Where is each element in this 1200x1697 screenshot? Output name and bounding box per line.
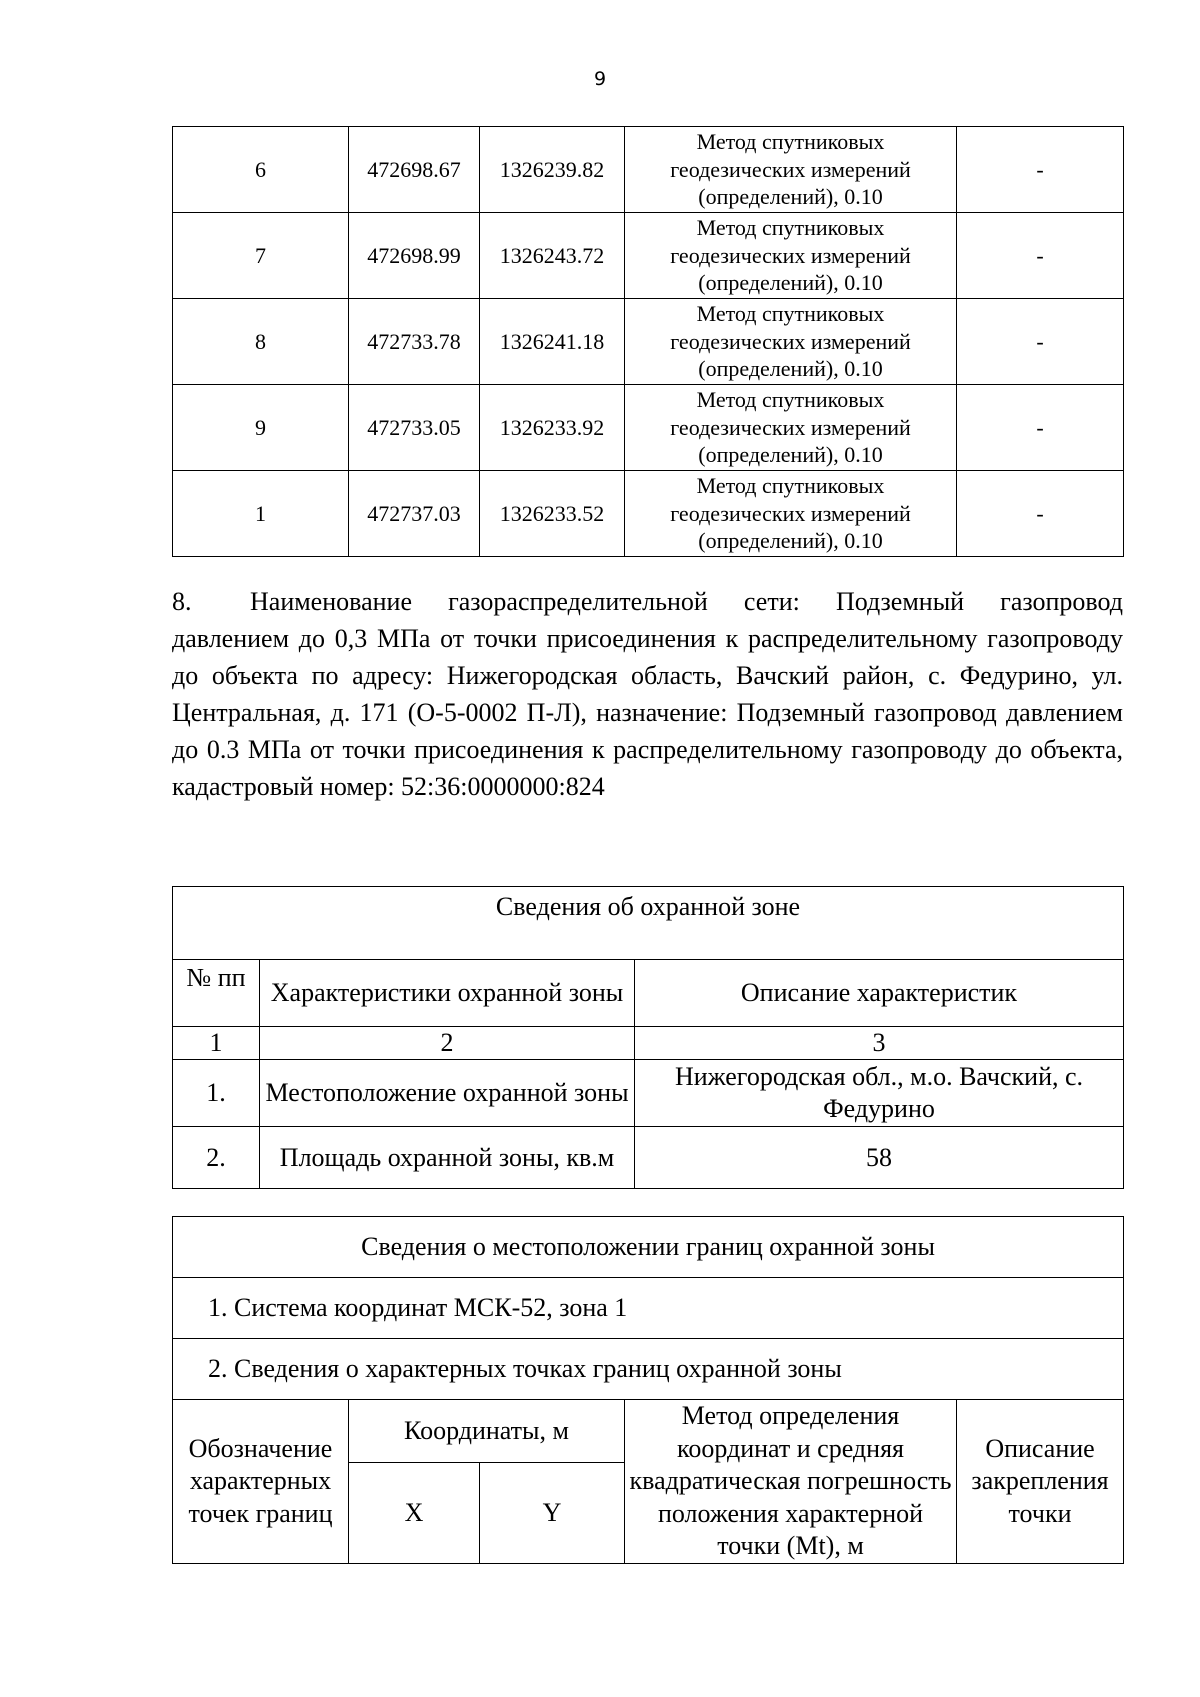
method-line: Метод спутниковых (696, 301, 885, 327)
method-line: геодезических измерений (670, 156, 911, 182)
header-coordinates: Координаты, м (349, 1400, 625, 1463)
method-cell (625, 471, 957, 557)
table-row (173, 299, 1124, 385)
network-description-paragraph (172, 583, 1123, 805)
y-coordinate-cell: 1326243.72 (480, 213, 625, 299)
y-coordinate-cell: 1326233.92 (480, 385, 625, 471)
characteristic-name: Местоположение охранной зоны (260, 1060, 635, 1127)
x-coordinate-cell: 472737.03 (349, 471, 480, 557)
header-index: № пп (173, 960, 260, 1027)
description-cell: - (957, 213, 1124, 299)
method-line: Метод спутниковых (696, 129, 885, 155)
paragraph-text: Наименование газораспределительной сети: Подземный газопровод давлением до 0,3 МПа от точки присоединения к распределительному газопроводу до объекта по адресу: Нижегородская область, Вачский район, с. Федурино, ул. Центральная, д. 171 (О-5-0002 П-Л), назначение: Подземный газопровод давлением до 0.3 МПа от точки присоединения к распределительному газопроводу до объекта, кадастровый номер: 52:36:0000000:824 (172, 587, 1123, 801)
characteristic-value: Нижегородская обл., м.о. Вачский, с. Федурино (635, 1060, 1124, 1127)
table-row (173, 385, 1124, 471)
description-cell: - (957, 385, 1124, 471)
method-line: (определений), 0.10 (698, 184, 883, 210)
header-points: Обозначение характерных точек границ (173, 1400, 349, 1564)
row-number: 2. (173, 1127, 260, 1189)
method-line: геодезических измерений (670, 500, 911, 526)
method-line: геодезических измерений (670, 414, 911, 440)
method-cell (625, 127, 957, 213)
zone-table-caption: Сведения об охранной зоне (173, 887, 1124, 960)
description-cell: - (957, 127, 1124, 213)
header-x: X (349, 1462, 480, 1563)
table-row (173, 127, 1124, 213)
method-line: Метод спутниковых (696, 473, 885, 499)
col-number: 1 (173, 1027, 260, 1060)
header-method: Метод определения координат и средняя квадратическая погрешность положения характерной точки (Mt), м (625, 1400, 957, 1564)
header-y: Y (480, 1462, 625, 1563)
characteristic-points-row: 2. Сведения о характерных точках границ охранной зоны (173, 1339, 1124, 1400)
method-line: геодезических измерений (670, 328, 911, 354)
header-characteristics: Характеристики охранной зоны (260, 960, 635, 1027)
table-row (173, 471, 1124, 557)
description-cell: - (957, 471, 1124, 557)
description-cell: - (957, 299, 1124, 385)
characteristic-value: 58 (635, 1127, 1124, 1189)
header-fixing-description: Описание закрепления точки (957, 1400, 1124, 1564)
paragraph-number: 8. (172, 587, 192, 616)
point-id-cell: 1 (173, 471, 349, 557)
header-description: Описание характеристик (635, 960, 1124, 1027)
method-cell (625, 299, 957, 385)
col-number: 3 (635, 1027, 1124, 1060)
method-line: (определений), 0.10 (698, 356, 883, 382)
point-id-cell: 9 (173, 385, 349, 471)
x-coordinate-cell: 472698.67 (349, 127, 480, 213)
boundary-location-table (172, 1216, 1124, 1564)
coordinate-system-row: 1. Система координат МСК-52, зона 1 (173, 1278, 1124, 1339)
method-line: (определений), 0.10 (698, 442, 883, 468)
method-line: Метод спутниковых (696, 215, 885, 241)
x-coordinate-cell: 472733.78 (349, 299, 480, 385)
x-coordinate-cell: 472733.05 (349, 385, 480, 471)
bounds-table-caption: Сведения о местоположении границ охранной зоны (173, 1217, 1124, 1278)
col-number: 2 (260, 1027, 635, 1060)
method-line: Метод спутниковых (696, 387, 885, 413)
row-number: 1. (173, 1060, 260, 1127)
x-coordinate-cell: 472698.99 (349, 213, 480, 299)
method-line: геодезических измерений (670, 242, 911, 268)
point-id-cell: 8 (173, 299, 349, 385)
point-id-cell: 7 (173, 213, 349, 299)
coordinates-table (172, 126, 1124, 557)
y-coordinate-cell: 1326233.52 (480, 471, 625, 557)
method-line: (определений), 0.10 (698, 270, 883, 296)
method-line: (определений), 0.10 (698, 528, 883, 554)
page-number: 9 (593, 68, 607, 90)
method-cell (625, 213, 957, 299)
y-coordinate-cell: 1326239.82 (480, 127, 625, 213)
y-coordinate-cell: 1326241.18 (480, 299, 625, 385)
method-cell (625, 385, 957, 471)
point-id-cell: 6 (173, 127, 349, 213)
protected-zone-table (172, 886, 1124, 1189)
characteristic-name: Площадь охранной зоны, кв.м (260, 1127, 635, 1189)
table-row (173, 213, 1124, 299)
